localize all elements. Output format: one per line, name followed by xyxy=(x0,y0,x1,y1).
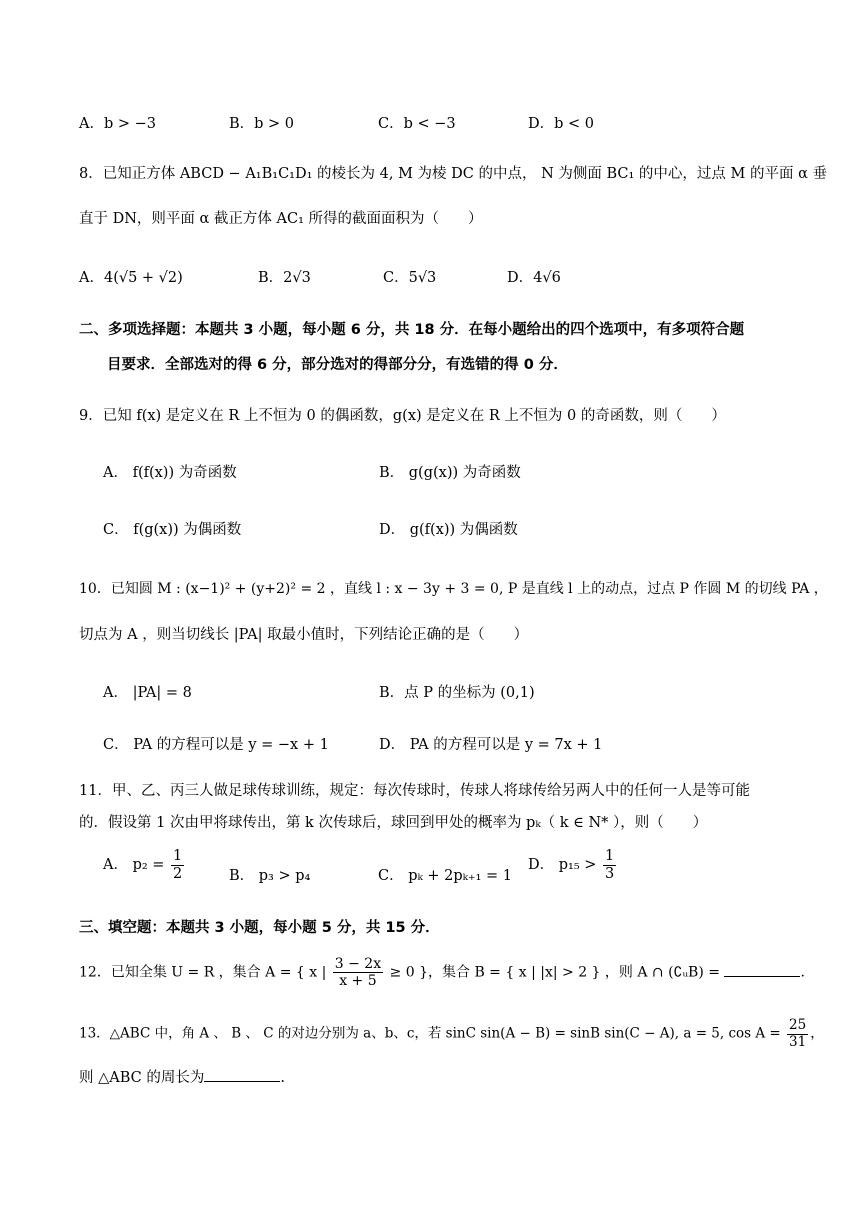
q13-end: . xyxy=(280,1070,285,1086)
q7-option-c: C．b < −3 xyxy=(378,116,456,132)
q11-stem-line2: 的．假设第 1 次由甲将球传出，第 k 次传球后，球回到甲处的概率为 pₖ（ k ∈ N* ），则（ ） xyxy=(79,815,708,831)
q12-end: . xyxy=(800,964,805,981)
q13-stem-line1 xyxy=(79,1018,824,1050)
q8-option-b: B．2√3 xyxy=(258,270,311,286)
q10-option-c: C． PA 的方程可以是 y = −x + 1 xyxy=(103,737,329,753)
q11-option-d xyxy=(528,848,618,882)
q11-stem-line1: 11．甲、乙、丙三人做足球传球训练，规定：每次传球时，传球人将球传给另两人中的任何一人是等可能 xyxy=(79,783,750,799)
q11-option-a-fraction xyxy=(171,848,184,882)
q13-fraction-denominator: 31 xyxy=(789,1033,807,1050)
q12-stem-part2: ≥ 0 }，集合 B = { x | |x| > 2 } ，则 A ∩ (∁ᵤB) = xyxy=(389,964,720,981)
q8-option-c: C．5√3 xyxy=(383,270,437,286)
q11-option-d-fraction xyxy=(603,848,616,882)
q8-stem-line1: 8．已知正方体 ABCD − A₁B₁C₁D₁ 的棱长为 4, M 为棱 DC 的中点， N 为侧面 BC₁ 的中心，过点 M 的平面 α 垂 xyxy=(79,166,828,182)
q11-option-b: B． p₃ > p₄ xyxy=(229,868,311,884)
q9-stem: 9．已知 f(x) 是定义在 R 上不恒为 0 的偶函数，g(x) 是定义在 R 上不恒为 0 的奇函数，则（ ） xyxy=(79,408,726,424)
q11-option-d-denominator: 3 xyxy=(605,865,615,882)
q13-fraction xyxy=(787,1018,808,1050)
q13-fraction-numerator: 25 xyxy=(789,1017,807,1033)
q12-stem xyxy=(79,956,805,989)
q11-option-a-prefix: A． p₂ = xyxy=(103,857,165,874)
q13-stem-part1: 13．△ABC 中，角 A 、 B 、 C 的对边分别为 a、b、c，若 sinC sin(A − B) = sinB sin(C − A), a = 5, cos A = xyxy=(79,1025,781,1042)
q11-option-d-numerator: 1 xyxy=(605,848,615,864)
q9-option-a: A． f(f(x)) 为奇函数 xyxy=(103,465,237,481)
q9-option-c: C． f(g(x)) 为偶函数 xyxy=(103,522,242,538)
q10-option-d: D． PA 的方程可以是 y = 7x + 1 xyxy=(379,737,603,753)
q12-fraction-numerator: 3 − 2x xyxy=(334,956,382,972)
q7-option-d: D．b < 0 xyxy=(528,116,595,132)
q13-stem-part2: ， xyxy=(810,1025,824,1042)
q12-stem-part1: 12．已知全集 U = R ，集合 A = { x | xyxy=(79,964,327,981)
section-2-heading-line2: 目要求．全部选对的得 6 分，部分选对的得部分分，有选错的得 0 分． xyxy=(107,357,568,373)
q12-fraction-denominator: x + 5 xyxy=(339,973,377,990)
q8-option-d: D．4√6 xyxy=(507,270,561,286)
q13-line2-text: 则 △ABC 的周长为 xyxy=(79,1070,205,1086)
q8-stem-line2: 直于 DN，则平面 α 截正方体 AC₁ 所得的截面面积为（ ） xyxy=(79,211,483,227)
q11-option-d-prefix: D． p₁₅ > xyxy=(528,857,597,874)
section-3-heading: 三、填空题：本题共 3 小题，每小题 5 分，共 15 分． xyxy=(79,920,440,936)
q10-stem-line1: 10．已知圆 M : (x−1)² + (y+2)² = 2 ，直线 l : x − 3y + 3 = 0, P 是直线 l 上的动点，过点 P 作圆 M 的切线 PA ， xyxy=(79,581,828,597)
q10-stem-line2: 切点为 A ，则当切线长 |PA| 取最小值时，下列结论正确的是（ ） xyxy=(79,627,529,643)
q11-option-a-denominator: 2 xyxy=(173,865,183,882)
q11-option-a-numerator: 1 xyxy=(173,848,183,864)
q10-option-b: B．点 P 的坐标为 (0,1) xyxy=(379,685,535,701)
q7-option-b: B．b > 0 xyxy=(229,116,295,132)
q13-stem-line2 xyxy=(79,1066,285,1087)
q12-fraction xyxy=(333,956,383,989)
q13-answer-blank[interactable] xyxy=(204,1067,280,1082)
q11-option-c: C． pₖ + 2pₖ₊₁ = 1 xyxy=(378,868,512,884)
q11-option-a xyxy=(103,848,186,882)
q9-option-d: D． g(f(x)) 为偶函数 xyxy=(379,522,518,538)
q12-answer-blank[interactable] xyxy=(724,962,800,977)
section-2-heading-line1: 二、多项选择题：本题共 3 小题，每小题 6 分，共 18 分．在每小题给出的四个选项中，有多项符合题 xyxy=(79,322,745,338)
q7-option-a: A．b > −3 xyxy=(79,116,156,132)
q10-option-a: A． |PA| = 8 xyxy=(103,685,192,701)
q9-option-b: B． g(g(x)) 为奇函数 xyxy=(379,465,521,481)
q8-option-a: A．4(√5 + √2) xyxy=(79,270,183,286)
